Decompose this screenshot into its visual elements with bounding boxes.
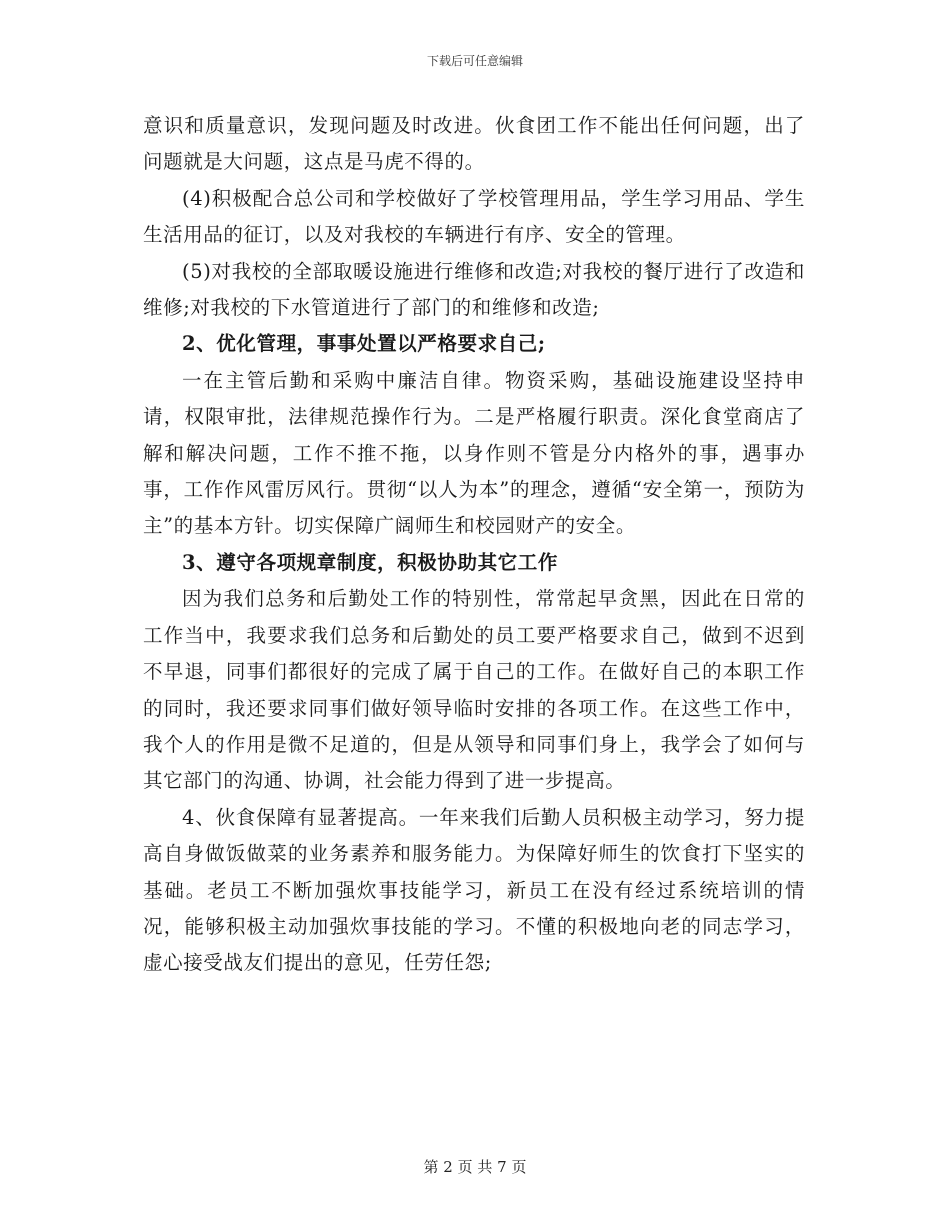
page-number: 第 2 页 共 7 页 (423, 1158, 527, 1176)
paragraph-item-4: (4)积极配合总公司和学校做好了学校管理用品，学生学习用品、学生生活用品的征订，以及对我校的车辆进行有序、安全的管理。 (143, 186, 805, 247)
header-note: 下载后可任意编辑 (426, 54, 523, 68)
paragraph-section-3-body: 因为我们总务和后勤处工作的特别性，常常起早贪黑，因此在日常的工作当中，我要求我们总务和后勤处的员工要严格要求自己，做到不迟到不早退，同事们都很好的完成了属于自己的工作。在做好自己的本职工作的同时，我还要求同事们做好领导临时安排的各项工作。在这些工作中，我个人的作用是微不足道的，但是从领导和同事们身上，我学会了如何与其它部门的沟通、协调，社会能力得到了进一步提高。 (143, 587, 805, 793)
paragraph-section-4-body: 4、伙食保障有显著提高。一年来我们后勤人员积极主动学习，努力提高自身做饭做菜的业务素养和服务能力。为保障好师生的饮食打下坚实的基础。老员工不断加强炊事技能学习，新员工在没有经过系统培训的情况，能够积极主动加强炊事技能的学习。不懂的积极地向老的同志学习，虚心接受战友们提出的意见，任劳任怨; (143, 805, 805, 975)
section-heading-3: 3、遵守各项规章制度，积极协助其它工作 (182, 550, 558, 574)
section-heading-2: 2、优化管理，事事处置以严格要求自己; (182, 332, 546, 356)
paragraph-item-5: (5)对我校的全部取暖设施进行维修和改造;对我校的餐厅进行了改造和维修;对我校的下水管道进行了部门的和维修和改造; (143, 259, 805, 320)
paragraph-section-2-body: 一在主管后勤和采购中廉洁自律。物资采购，基础设施建设坚持申请，权限审批，法律规范操作行为。二是严格履行职责。深化食堂商店了解和解决问题，工作不推不拖，以身作则不管是分内格外的事，遇事办事，工作作风雷厉风行。贯彻“以人为本”的理念，遵循“安全第一，预防为主”的基本方针。切实保障广阔师生和校园财产的安全。 (143, 368, 805, 538)
paragraph-quality-awareness: 意识和质量意识，发现问题及时改进。伙食团工作不能出任何问题，出了问题就是大问题，这点是马虎不得的。 (143, 114, 805, 174)
document-body (143, 108, 805, 982)
